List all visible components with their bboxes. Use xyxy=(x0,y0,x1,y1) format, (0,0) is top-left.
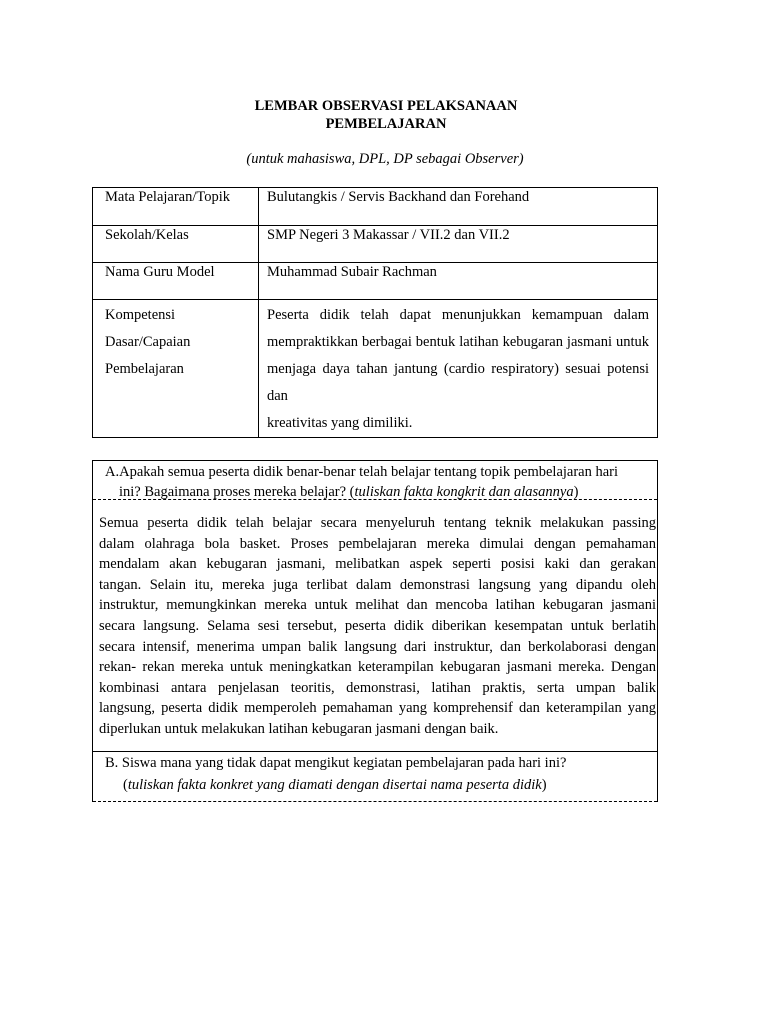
title-line-1: LEMBAR OBSERVASI PELAKSANAAN xyxy=(254,98,518,114)
info-row-school xyxy=(93,226,658,263)
answer-line: kombinasi antara penjelasan teoritis, demonstrasi, latihan praktis, serta umpan balik xyxy=(99,679,656,696)
answer-line: diperlukan untuk melakukan latihan kebugaran jasmani dengan baik. xyxy=(99,720,499,737)
answer-line: instruktur, memungkinkan mereka untuk melihat dan mencoba latihan kebugaran jasmani xyxy=(99,597,656,614)
info-table xyxy=(92,187,658,438)
question-b: B. Siswa mana yang tidak dapat mengikut kegiatan pembelajaran pada hari ini? (tuliskan fakta konkret yang diamati dengan disertai nama peserta didik) xyxy=(93,752,657,802)
info-value: Muhammad Subair Rachman xyxy=(259,263,658,300)
document-title xyxy=(0,97,768,133)
info-row-teacher xyxy=(93,263,658,300)
answer-line: Semua peserta didik telah belajar secara menyeluruh tentang teknik melakukan passing xyxy=(99,515,656,531)
info-row-subject xyxy=(93,188,658,226)
answer-line: rekan- rekan mereka untuk meningkatkan keterampilan kebugaran jasmani mereka. Dengan xyxy=(99,659,656,676)
info-value: Peserta didik telah dapat menunjukkan kemampuan dalam mempraktikkan berbagai bentuk latihan kebugaran jasmani untuk menjaga daya tahan jantung (cardio respiratory) sesuai potensi dan kreativitas yang dimiliki. xyxy=(259,300,658,438)
answer-line: tangan. Selain itu, mereka juga terlibat dalam demonstrasi langsung yang dipandu oleh xyxy=(99,576,656,593)
info-label: Kompetensi Dasar/Capaian Pembelajaran xyxy=(93,300,259,438)
answer-line: secara langsung. Selama sesi tersebut, peserta didik diberikan kesempatan untuk berlatih xyxy=(99,617,656,634)
document-subtitle: (untuk mahasiswa, DPL, DP sebagai Observer) xyxy=(246,151,524,167)
info-label: Mata Pelajaran/Topik xyxy=(93,188,259,226)
info-label: Nama Guru Model xyxy=(93,263,259,300)
info-row-competency xyxy=(93,300,658,438)
info-value: SMP Negeri 3 Makassar / VII.2 dan VII.2 xyxy=(259,226,658,263)
info-value: Bulutangkis / Servis Backhand dan Forehand xyxy=(259,188,658,226)
title-line-2: PEMBELAJARAN xyxy=(325,116,447,132)
info-label: Sekolah/Kelas xyxy=(93,226,259,263)
answer-line: secara intensif, menerima umpan balik langsung dari instruktur, dan berkolaborasi dengan xyxy=(99,638,656,655)
answer-line: dalam olahraga bola basket. Proses pembelajaran mereka dimulai dengan pemahaman xyxy=(99,535,656,552)
answer-line: mendalam akan kebugaran jasmani, melibatkan aspek seperti posisi kaki dan gerakan xyxy=(99,556,656,573)
answer-a xyxy=(93,500,657,752)
answer-line: langsung, peserta didik memperoleh pemahaman yang komprehensif dan keterampilan yang xyxy=(99,700,656,717)
observation-section xyxy=(92,460,658,802)
question-a: A.Apakah semua peserta didik benar-benar telah belajar tentang topik pembelajaran hari ini? Bagaimana proses mereka belajar? (tuliskan fakta kongkrit dan alasannya) xyxy=(93,461,657,500)
